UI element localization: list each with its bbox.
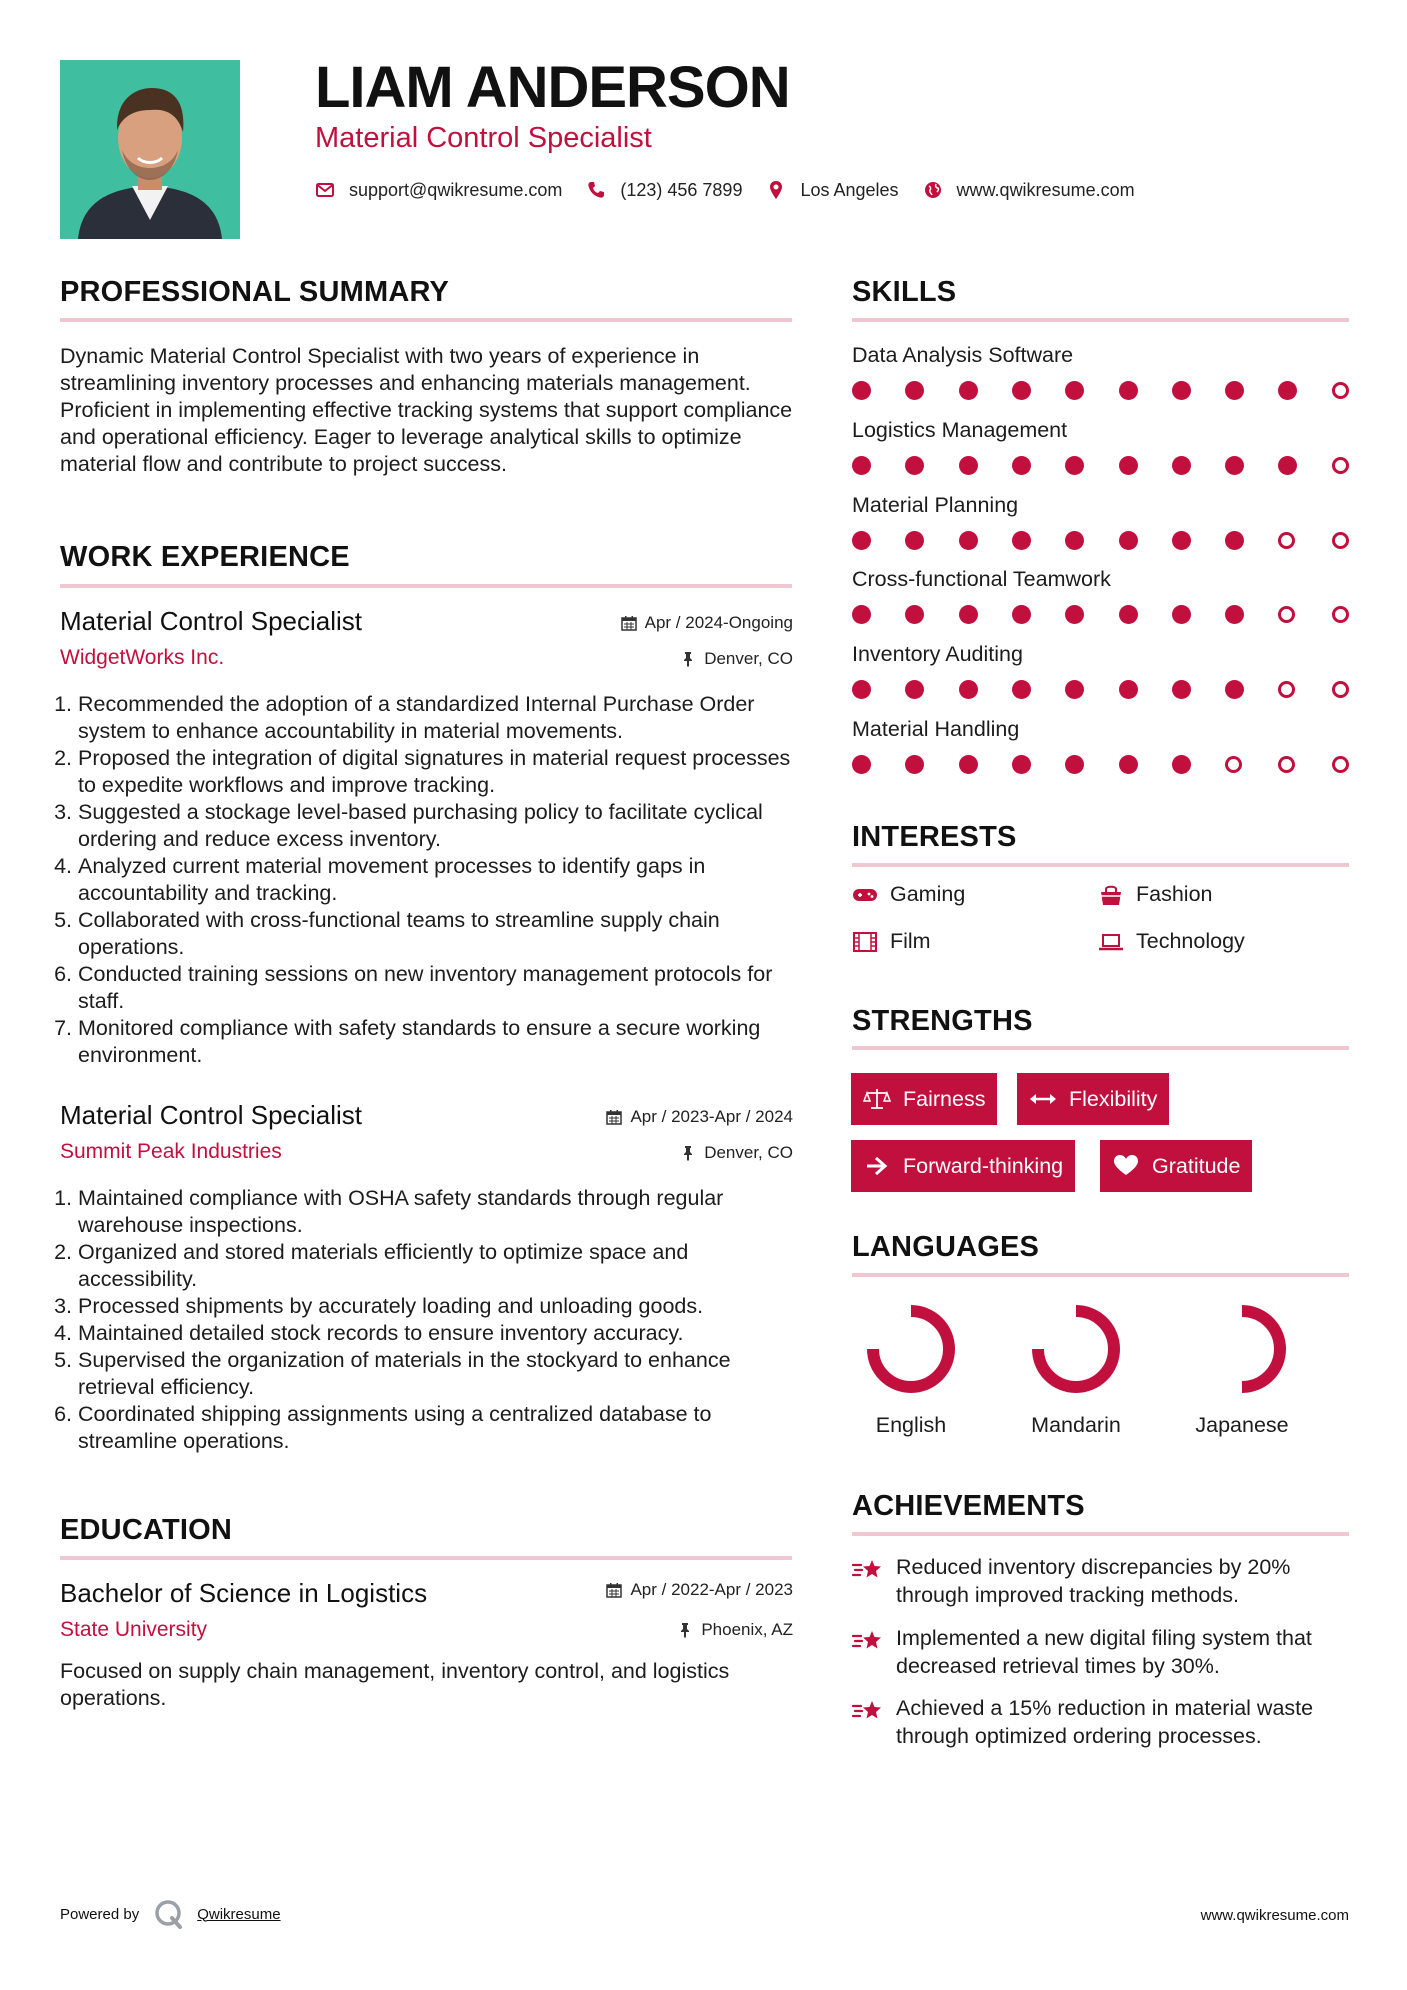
- arrow-right-icon: [863, 1154, 891, 1178]
- skill-dot-filled: [1065, 605, 1084, 624]
- candidate-role: Material Control Specialist: [315, 122, 652, 154]
- skill-dot-filled: [959, 531, 978, 550]
- pushpin-icon: [680, 651, 696, 667]
- skill-dot-filled: [959, 605, 978, 624]
- map-pin-icon: [766, 180, 786, 200]
- skills-divider: [852, 318, 1349, 322]
- contact-email-text: support@qwikresume.com: [349, 179, 563, 200]
- language-name: Mandarin: [1031, 1413, 1121, 1437]
- skill-dot-filled: [1225, 680, 1244, 699]
- job-bullets: [60, 691, 793, 1069]
- globe-icon: [923, 180, 943, 200]
- language-gauge-arc: [873, 1311, 949, 1387]
- contact-email[interactable]: [315, 180, 562, 201]
- skill-name: Inventory Auditing: [852, 642, 1023, 666]
- skill-rating: [852, 755, 1352, 775]
- skill-dot-empty: [1332, 756, 1349, 773]
- skill-dot-filled: [1065, 531, 1084, 550]
- contact-website[interactable]: [923, 180, 1135, 201]
- education-heading: EDUCATION: [60, 1514, 233, 1546]
- heart-icon: [1112, 1154, 1140, 1178]
- strength-tag: [1100, 1140, 1252, 1192]
- job-company: WidgetWorks Inc.: [60, 646, 225, 669]
- skill-name: Data Analysis Software: [852, 343, 1074, 367]
- skill-item: [852, 493, 1352, 518]
- skill-dot-filled: [905, 680, 924, 699]
- contact-bar: [315, 177, 1159, 203]
- skill-item: [852, 343, 1352, 368]
- skill-rating: [852, 456, 1352, 476]
- strength-label: Fairness: [903, 1086, 986, 1111]
- skill-dot-filled: [959, 755, 978, 774]
- experience-heading: WORK EXPERIENCE: [60, 541, 350, 573]
- job-bullet: 4. Analyzed current material movement processes to identify gaps in accountability and tracking.: [78, 853, 793, 907]
- skill-dot-filled: [959, 456, 978, 475]
- language-gauge: [1026, 1299, 1126, 1399]
- footer-powered-by: [60, 1898, 281, 1930]
- language-name: English: [875, 1413, 947, 1437]
- language-name: Japanese: [1195, 1413, 1289, 1437]
- skill-item: [852, 717, 1352, 742]
- languages-heading: LANGUAGES: [852, 1231, 1040, 1263]
- skill-item: [852, 418, 1352, 443]
- skill-dot-filled: [905, 381, 924, 400]
- skill-item: [852, 567, 1352, 592]
- skill-dot-filled: [905, 605, 924, 624]
- education-date-text: Apr / 2022-Apr / 2023: [630, 1580, 793, 1599]
- skill-rating: [852, 680, 1352, 700]
- interest-label: Fashion: [1136, 882, 1213, 906]
- skill-name: Material Handling: [852, 717, 1020, 741]
- skill-dot-filled: [1172, 755, 1191, 774]
- contact-phone[interactable]: [586, 180, 742, 201]
- arrows-horizontal-icon: [1029, 1087, 1057, 1111]
- experience-divider: [60, 584, 792, 588]
- education-date: [606, 1580, 793, 1600]
- skill-dot-filled: [1278, 381, 1297, 400]
- languages-divider: [852, 1273, 1349, 1277]
- calendar-icon: [606, 1582, 622, 1598]
- skill-dot-filled: [1225, 456, 1244, 475]
- strength-tag: [1017, 1073, 1169, 1125]
- achievement-text: Achieved a 15% reduction in material waste through optimized ordering processes.: [896, 1696, 1314, 1748]
- interest-label: Film: [890, 929, 931, 953]
- skill-dot-filled: [1225, 531, 1244, 550]
- skill-dot-filled: [905, 456, 924, 475]
- laptop-icon: [1098, 931, 1124, 953]
- skill-dot-filled: [1065, 381, 1084, 400]
- education-description: Focused on supply chain management, inventory control, and logistics operations.: [60, 1659, 730, 1710]
- phone-icon: [586, 180, 606, 200]
- language-gauge-arc: [1038, 1311, 1114, 1387]
- shooting-star-icon: [852, 1556, 884, 1584]
- skill-dot-filled: [852, 456, 871, 475]
- strength-label: Forward-thinking: [903, 1153, 1064, 1178]
- job-location-text: Denver, CO: [704, 1143, 793, 1162]
- skill-dot-empty: [1278, 606, 1295, 623]
- skill-dot-empty: [1332, 532, 1349, 549]
- skill-dot-filled: [1119, 605, 1138, 624]
- skill-dot-filled: [852, 755, 871, 774]
- skill-dot-filled: [1012, 755, 1031, 774]
- language-item: [1182, 1299, 1302, 1438]
- education-entry: [60, 1578, 793, 1712]
- calendar-icon: [621, 615, 637, 631]
- skill-dot-filled: [1012, 456, 1031, 475]
- skill-dot-empty: [1332, 681, 1349, 698]
- education-divider: [60, 1556, 792, 1560]
- achievement-item: [852, 1694, 1352, 1750]
- interest-label: Technology: [1136, 929, 1245, 953]
- skill-dot-empty: [1278, 532, 1295, 549]
- strength-label: Flexibility: [1069, 1086, 1158, 1111]
- skill-dot-filled: [959, 381, 978, 400]
- skill-dot-empty: [1332, 382, 1349, 399]
- candidate-name: LIAM ANDERSON: [315, 55, 790, 120]
- job-bullet: 1. Maintained compliance with OSHA safety standards through regular warehouse inspections.: [78, 1185, 793, 1239]
- skill-dot-empty: [1278, 756, 1295, 773]
- interest-item: [852, 882, 965, 907]
- skill-dot-filled: [1119, 680, 1138, 699]
- skill-dot-filled: [1119, 381, 1138, 400]
- job-location-text: Denver, CO: [704, 649, 793, 668]
- job-date-text: Apr / 2023-Apr / 2024: [630, 1107, 793, 1126]
- summary-heading: PROFESSIONAL SUMMARY: [60, 276, 450, 308]
- skill-dot-filled: [1065, 680, 1084, 699]
- profile-photo-image: [60, 60, 240, 239]
- job-company: Summit Peak Industries: [60, 1140, 282, 1163]
- balance-scale-icon: [863, 1087, 891, 1111]
- skill-dot-filled: [1225, 605, 1244, 624]
- skill-dot-filled: [852, 680, 871, 699]
- job-title: Material Control Specialist: [60, 606, 363, 636]
- job-entry: [60, 606, 793, 1069]
- language-gauge: [861, 1299, 961, 1399]
- powered-by-label: Powered by: [60, 1905, 140, 1923]
- skill-rating: [852, 605, 1352, 625]
- job-bullet: 5. Collaborated with cross-functional teams to streamline supply chain operations.: [78, 907, 793, 961]
- skill-dot-filled: [1065, 456, 1084, 475]
- education-location-text: Phoenix, AZ: [701, 1620, 793, 1639]
- strength-tag: [851, 1140, 1075, 1192]
- achievements-heading: ACHIEVEMENTS: [852, 1490, 1085, 1522]
- interests-heading: INTERESTS: [852, 821, 1017, 853]
- job-date: [621, 613, 793, 633]
- pushpin-icon: [677, 1622, 693, 1638]
- strength-label: Gratitude: [1152, 1153, 1241, 1178]
- job-bullet: 1. Recommended the adoption of a standardized Internal Purchase Order system to enhance accountability in material movements.: [78, 691, 793, 745]
- skill-dot-filled: [1119, 755, 1138, 774]
- contact-location: [766, 180, 898, 201]
- language-item: [851, 1299, 971, 1438]
- shooting-star-icon: [852, 1627, 884, 1655]
- skill-dot-filled: [1065, 755, 1084, 774]
- job-title: Material Control Specialist: [60, 1100, 363, 1130]
- skill-dot-empty: [1225, 756, 1242, 773]
- strength-tag: [851, 1073, 997, 1125]
- gamepad-icon: [852, 884, 878, 906]
- job-bullet: 6. Coordinated shipping assignments using a centralized database to streamline operations.: [78, 1401, 793, 1455]
- job-entry: [60, 1100, 793, 1455]
- job-bullet: 2. Proposed the integration of digital signatures in material request processes to expedite workflows and improve tracking.: [78, 745, 793, 799]
- interest-item: [1098, 929, 1245, 954]
- strengths-heading: STRENGTHS: [852, 1005, 1033, 1037]
- language-gauge-arc: [1242, 1311, 1280, 1387]
- education-location: [677, 1620, 793, 1640]
- skill-name: Material Planning: [852, 493, 1019, 517]
- contact-website-text: www.qwikresume.com: [956, 179, 1135, 200]
- skill-dot-filled: [1172, 680, 1191, 699]
- skill-dot-filled: [1172, 531, 1191, 550]
- shooting-star-icon: [852, 1697, 884, 1725]
- profile-photo: [60, 60, 240, 239]
- job-bullet: 3. Processed shipments by accurately loading and unloading goods.: [78, 1293, 793, 1320]
- education-degree: Bachelor of Science in Logistics: [60, 1578, 428, 1608]
- footer-url[interactable]: www.qwikresume.com: [1200, 1907, 1349, 1924]
- skill-dot-filled: [1119, 531, 1138, 550]
- envelope-icon: [315, 180, 335, 200]
- language-gauge: [1192, 1299, 1292, 1399]
- achievement-item: [852, 1553, 1352, 1609]
- interest-label: Gaming: [890, 882, 966, 906]
- job-date: [606, 1107, 793, 1127]
- job-location: [680, 1143, 793, 1163]
- job-bullet: 6. Conducted training sessions on new inventory management protocols for staff.: [78, 961, 793, 1015]
- skill-dot-filled: [852, 605, 871, 624]
- job-bullet: 3. Suggested a stockage level-based purchasing policy to facilitate cyclical ordering and reduce excess inventory.: [78, 799, 793, 853]
- job-date-text: Apr / 2024-Ongoing: [644, 613, 793, 632]
- skill-dot-empty: [1278, 681, 1295, 698]
- skill-dot-filled: [905, 755, 924, 774]
- job-bullet: 2. Organized and stored materials efficiently to optimize space and accessibility.: [78, 1239, 793, 1293]
- strengths-divider: [852, 1046, 1349, 1050]
- skill-name: Cross-functional Teamwork: [852, 567, 1111, 591]
- achievement-text: Implemented a new digital filing system that decreased retrieval times by 30%.: [896, 1626, 1312, 1678]
- skills-heading: SKILLS: [852, 276, 957, 308]
- interest-item: [852, 929, 931, 954]
- pushpin-icon: [680, 1145, 696, 1161]
- skill-dot-filled: [1172, 456, 1191, 475]
- interests-divider: [852, 863, 1349, 867]
- skill-dot-filled: [852, 531, 871, 550]
- skill-dot-filled: [1012, 531, 1031, 550]
- job-bullets: [60, 1185, 793, 1455]
- skill-dot-filled: [852, 381, 871, 400]
- interest-item: [1098, 882, 1213, 907]
- skill-dot-filled: [1012, 381, 1031, 400]
- skill-dot-filled: [1172, 381, 1191, 400]
- skill-dot-filled: [959, 680, 978, 699]
- qwikresume-logo-icon: [153, 1898, 185, 1930]
- language-item: [1016, 1299, 1136, 1438]
- achievement-item: [852, 1624, 1352, 1680]
- summary-divider: [60, 318, 792, 322]
- job-bullet: 4. Maintained detailed stock records to ensure inventory accuracy.: [78, 1320, 793, 1347]
- shopping-bag-icon: [1098, 884, 1124, 906]
- skill-rating: [852, 531, 1352, 551]
- contact-phone-text: (123) 456 7899: [620, 179, 743, 200]
- summary-text: Dynamic Material Control Specialist with two years of experience in streamlining inventory processes and enhancing materials management. Proficient in implementing effective tracking systems that support compliance and operational efficiency. Eager to leverage analytical skills to optimize material flow and contribute to project success.: [60, 344, 793, 476]
- education-school: State University: [60, 1618, 208, 1641]
- skill-item: [852, 642, 1352, 667]
- skill-dot-filled: [1278, 456, 1297, 475]
- achievements-divider: [852, 1532, 1349, 1536]
- skill-rating: [852, 381, 1352, 401]
- qwikresume-link[interactable]: Qwikresume: [197, 1905, 281, 1923]
- film-icon: [852, 931, 878, 953]
- skill-dot-filled: [1012, 680, 1031, 699]
- skill-dot-filled: [905, 531, 924, 550]
- job-bullet: 5. Supervised the organization of materials in the stockyard to enhance retrieval efficiency.: [78, 1347, 793, 1401]
- job-bullet: 7. Monitored compliance with safety standards to ensure a secure working environment.: [78, 1015, 793, 1069]
- contact-location-text: Los Angeles: [800, 179, 899, 200]
- job-location: [680, 649, 793, 669]
- skill-dot-filled: [1225, 381, 1244, 400]
- skill-dot-filled: [1012, 605, 1031, 624]
- achievement-text: Reduced inventory discrepancies by 20% through improved tracking methods.: [896, 1555, 1291, 1607]
- skill-dot-filled: [1172, 605, 1191, 624]
- skill-dot-filled: [1119, 456, 1138, 475]
- skill-dot-empty: [1332, 457, 1349, 474]
- skill-dot-empty: [1332, 606, 1349, 623]
- calendar-icon: [606, 1109, 622, 1125]
- skill-name: Logistics Management: [852, 418, 1068, 442]
